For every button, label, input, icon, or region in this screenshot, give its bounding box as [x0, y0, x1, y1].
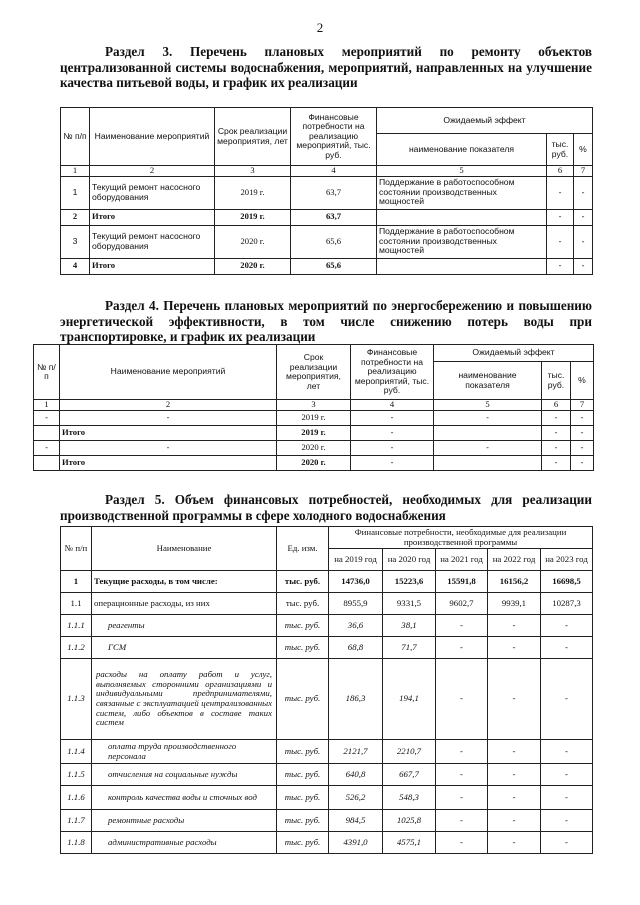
section-3-table: [60, 107, 593, 275]
table-row: Итого 2020 г. - - -: [34, 455, 594, 470]
table-row: - - 2020 г. - - - -: [34, 440, 594, 455]
col-header-term: Срок реализации мероприятия, лет: [277, 345, 351, 400]
col-header-year-2023: на 2023 год: [541, 549, 593, 571]
table-row: 1.1.3 расходы на оплату работ и услуг, выполняемых сторонними организациями и индивидуальными предпринимателями, связанные с эксплуатацией централизованных систем, либо объектов в составе таких систем тыс. руб. 186,3 194,1 - - -: [61, 659, 593, 740]
col-header-year-2020: на 2020 год: [383, 549, 436, 571]
col-header-percent: %: [574, 134, 593, 166]
table-row: 1.1.2 ГСМ тыс. руб. 68,8 71,7 - - -: [61, 637, 593, 659]
col-header-finance-group: Финансовые потребности, необходимые для реализации производственной программы: [329, 527, 593, 549]
table-row: 1.1.6 контроль качества воды и сточных вод тыс. руб. 526,2 548,3 - - -: [61, 786, 593, 810]
section-5-table: [60, 526, 593, 854]
table-row: 3 Текущий ремонт насосного оборудования 2020 г. 65,6 Поддержание в работоспособном состоянии производственных мощностей - -: [61, 225, 593, 258]
col-header-name: Наименование мероприятий: [90, 108, 215, 166]
col-header-unit: Ед. изм.: [277, 527, 329, 571]
col-header-no: № п/п: [61, 108, 90, 166]
col-header-no: № п/п: [61, 527, 92, 571]
col-header-effect: Ожидаемый эффект: [377, 108, 593, 134]
col-header-year-2022: на 2022 год: [488, 549, 541, 571]
col-header-name: Наименование: [92, 527, 277, 571]
col-header-finance: Финансовые потребности на реализацию мероприятий, тыс. руб.: [351, 345, 434, 400]
col-header-thousand: тыс. руб.: [542, 362, 571, 400]
table-row: 1.1.1 реагенты тыс. руб. 36,6 38,1 - - -: [61, 615, 593, 637]
table-row: 4 Итого 2020 г. 65,6 - -: [61, 258, 593, 274]
table-row: 1.1 операционные расходы, из них тыс. руб. 8955,9 9331,5 9602,7 9939,1 10287,3: [61, 593, 593, 615]
section-4-table: [33, 344, 594, 471]
section-3-heading: Раздел 3. Перечень плановых мероприятий по ремонту объектов централизованной системы водоснабжения, мероприятий, направленных на улучшение качества питьевой воды, и график их реализации: [60, 44, 592, 90]
table-row: - - 2019 г. - - - -: [34, 410, 594, 425]
col-header-thousand: тыс. руб.: [547, 134, 574, 166]
col-header-effect: Ожидаемый эффект: [434, 345, 594, 362]
table-row: 1 Текущий ремонт насосного оборудования 2019 г. 63,7 Поддержание в работоспособном состоянии производственных мощностей - -: [61, 176, 593, 209]
col-header-indicator: наименование показателя: [377, 134, 547, 166]
section-4-heading: Раздел 4. Перечень плановых мероприятий по энергосбережению и повышению энергетической эффективности, в том числе снижению потерь воды при транспортировке, и график их реализации: [60, 298, 592, 344]
table-row: 1 Текущие расходы, в том числе: тыс. руб. 14736,0 15223,6 15591,8 16156,2 16698,5: [61, 571, 593, 593]
index-row: 1 2 3 4 5 6 7: [34, 400, 594, 411]
table-row: Итого 2019 г. - - -: [34, 425, 594, 440]
col-header-year-2019: на 2019 год: [329, 549, 383, 571]
table-row: 2 Итого 2019 г. 63,7 - -: [61, 209, 593, 225]
col-header-term: Срок реализации мероприятия, лет: [215, 108, 291, 166]
section-5-heading: Раздел 5. Объем финансовых потребностей, необходимых для реализации производственной программы в сфере холодного водоснабжения: [60, 492, 592, 523]
page-number: 2: [316, 20, 324, 35]
table-row: 1.1.7 ремонтные расходы тыс. руб. 984,5 1025,8 - - -: [61, 810, 593, 832]
col-header-name: Наименование мероприятий: [60, 345, 277, 400]
col-header-indicator: наименование показателя: [434, 362, 542, 400]
table-row: 1.1.4 оплата труда производственного персонала тыс. руб. 2121,7 2210,7 - - -: [61, 740, 593, 764]
col-header-finance: Финансовые потребности на реализацию мероприятий, тыс. руб.: [291, 108, 377, 166]
col-header-no: № п/п: [34, 345, 60, 400]
col-header-percent: %: [571, 362, 594, 400]
col-header-year-2021: на 2021 год: [436, 549, 488, 571]
table-row: 1.1.8 административные расходы тыс. руб. 4391,0 4575,1 - - -: [61, 832, 593, 854]
index-row: 1 2 3 4 5 6 7: [61, 166, 593, 177]
table-row: 1.1.5 отчисления на социальные нужды тыс. руб. 640,8 667,7 - - -: [61, 764, 593, 786]
